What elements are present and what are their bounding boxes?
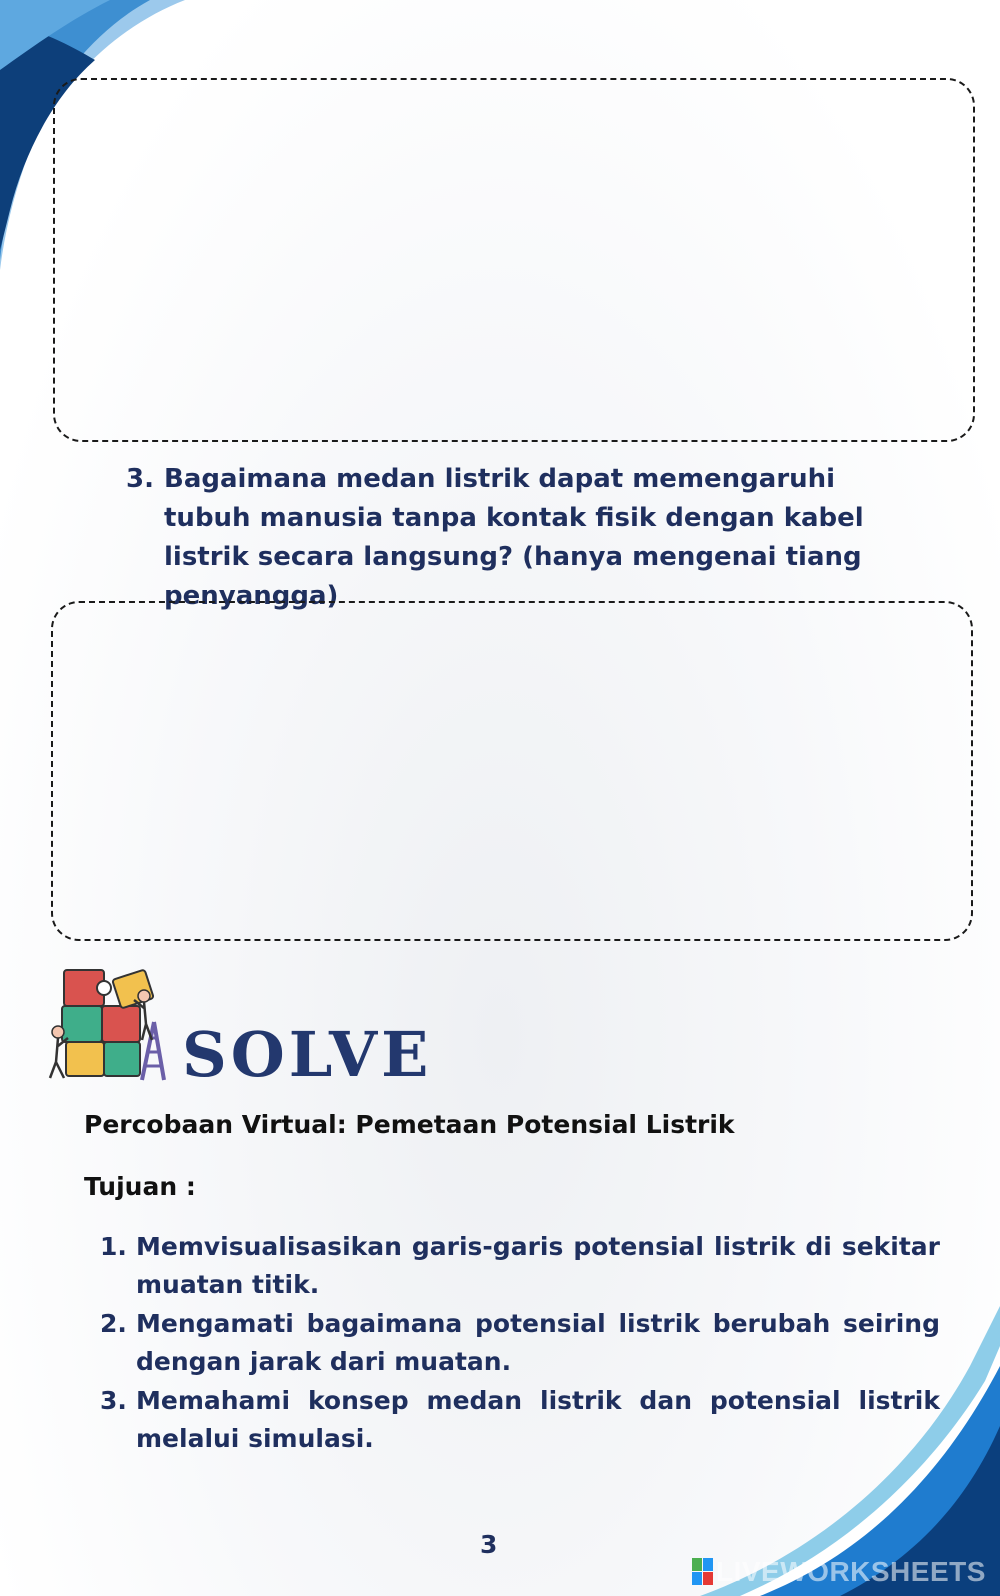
activity-title: Percobaan Virtual: Pemetaan Potensial Listrik xyxy=(84,1110,735,1139)
watermark[interactable]: LIVEWORKSHEETS xyxy=(716,1556,986,1587)
question-3 xyxy=(126,460,926,616)
question-number: 3. xyxy=(126,464,154,494)
goal-number: 3. xyxy=(100,1386,127,1415)
goals-list xyxy=(100,1228,940,1459)
goal-item xyxy=(100,1382,940,1458)
goal-item xyxy=(100,1228,940,1304)
goal-text: Memvisualisasikan garis-garis potensial listrik di sekitar muatan titik. xyxy=(136,1232,940,1299)
question-text: Bagaimana medan listrik dapat memengaruhi tubuh manusia tanpa kontak fisik dengan kabel listrik secara langsung? (hanya mengenai tiang penyangga) xyxy=(164,464,864,611)
solve-title: SOLVE xyxy=(182,1018,433,1091)
goal-number: 2. xyxy=(100,1309,127,1338)
goal-item xyxy=(100,1305,940,1381)
answer-box-question-3[interactable] xyxy=(51,601,973,941)
answer-box-previous[interactable] xyxy=(53,78,975,442)
goal-text: Mengamati bagaimana potensial listrik berubah seiring dengan jarak dari muatan. xyxy=(136,1309,940,1376)
goal-text: Memahami konsep medan listrik dan potensial listrik melalui simulasi. xyxy=(136,1386,940,1453)
goal-number: 1. xyxy=(100,1232,127,1261)
goals-label: Tujuan : xyxy=(84,1172,196,1201)
liveworksheets-logo-icon xyxy=(692,1558,714,1586)
page-number: 3 xyxy=(480,1530,498,1559)
